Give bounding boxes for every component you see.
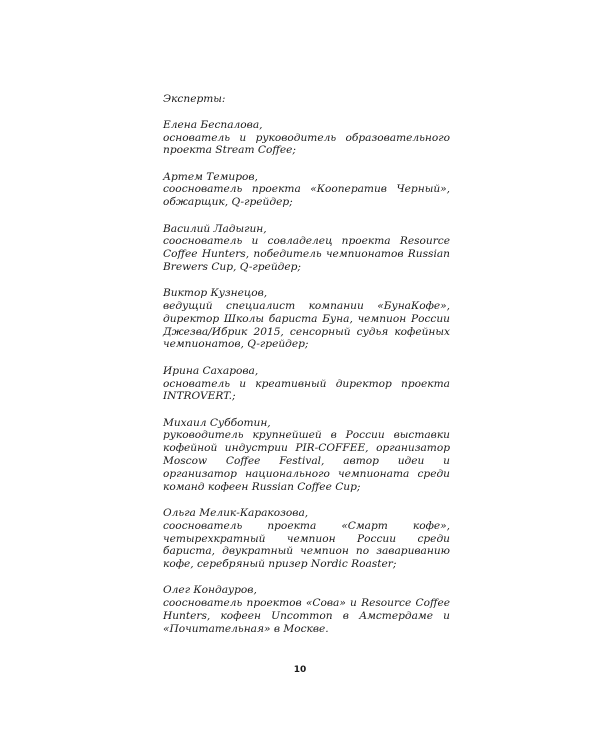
expert-description: сооснователь и совладелец проекта Resource Coffee Hunters, победитель чемпионатов Russian Brewers Cup, Q-грейдер; (163, 235, 450, 273)
expert-name: Виктор Кузнецов, (163, 287, 268, 300)
expert-entry (163, 119, 450, 157)
section-heading: Эксперты: (163, 93, 226, 105)
expert-description: руководитель крупнейшей в России выставки кофейной индустрии PIR-COFFEE, организатор Moscow Coffee Festival, автор идеи и организатор национального чемпионата среди команд кофеен Russian Coffee Cup; (163, 429, 450, 493)
page-number: 10 (293, 665, 307, 675)
expert-name: Василий Ладыгин, (163, 222, 267, 235)
expert-entry (163, 287, 450, 351)
expert-name: Ольга Мелик-Каракозова, (163, 506, 309, 519)
expert-entry (163, 507, 450, 571)
expert-description: ведущий специалист компании «БунаКофе», директор Школы бариста Буна, чемпион России Джезва/Ибрик 2015, сенсорный судья кофейных чемпионатов, Q-грейдер; (163, 300, 450, 351)
expert-description: сооснователь проекта «Кооператив Черный», обжарщик, Q-грейдер; (163, 183, 450, 209)
expert-description: сооснователь проекта «Смарт кофе», четырехкратный чемпион России среди бариста, двукратный чемпион по завариванию кофе, серебряный призер Nordic Roaster; (163, 519, 450, 571)
expert-entry (163, 171, 450, 209)
expert-name: Михаил Субботин, (163, 416, 271, 429)
expert-name: Артем Темиров, (163, 170, 258, 183)
expert-entry (163, 584, 450, 635)
expert-name: Ирина Сахарова, (163, 364, 259, 377)
expert-description: основатель и руководитель образовательного проекта Stream Coffee; (163, 131, 450, 157)
expert-name: Олег Кондауров, (163, 584, 257, 597)
expert-name: Елена Беспалова, (163, 118, 263, 131)
expert-entry (163, 417, 450, 494)
experts-section (163, 93, 450, 649)
expert-description: основатель и креативный директор проекта INTROVERT.; (163, 377, 450, 403)
expert-entry (163, 223, 450, 274)
expert-entry (163, 365, 450, 403)
expert-description: сооснователь проектов «Сова» и Resource Coffee Hunters, кофеен Uncommon в Амстердаме и «Почитательная» в Москве. (163, 597, 450, 635)
